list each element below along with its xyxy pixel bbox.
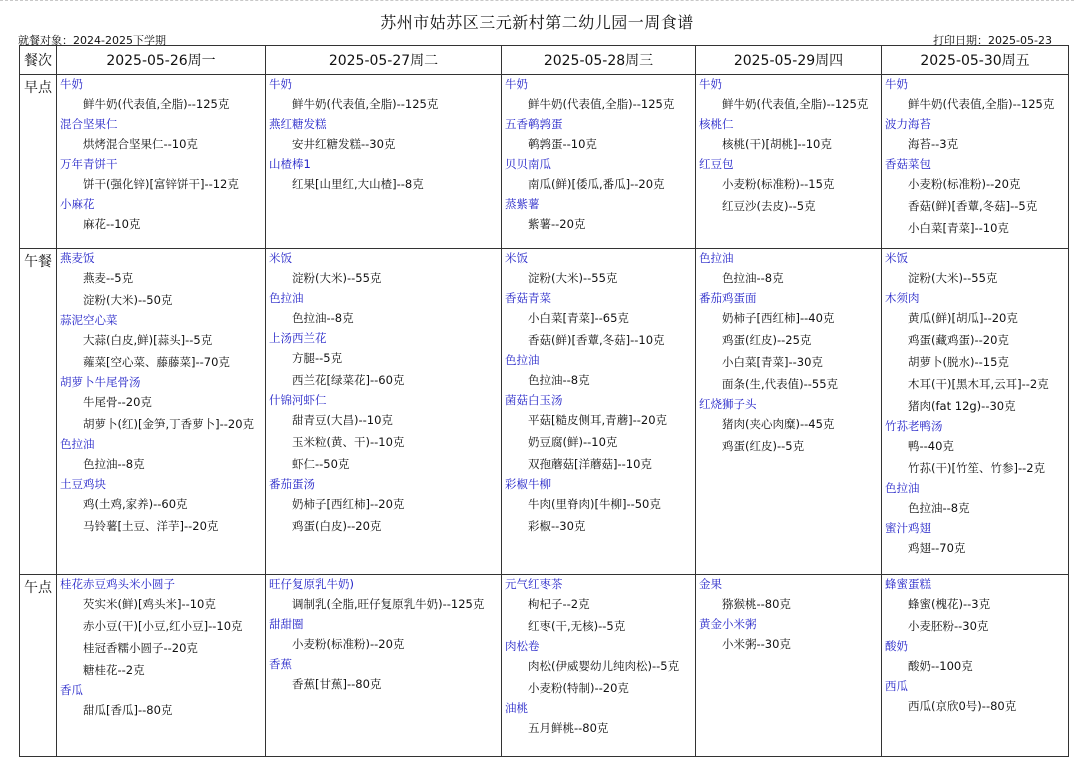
ingredient-item: 红果[山里红,大山楂]--8克 [292,177,424,191]
dish-name: 米饭 [269,251,292,265]
ingredient-item: 小白菜[青菜]--30克 [722,355,823,369]
ingredient-item: 淀粉(大米)--50克 [83,293,173,307]
dish-name: 香瓜 [60,683,83,697]
ingredient-item: 鸡(土鸡,家养)--60克 [83,497,188,511]
dish-name: 混合坚果仁 [60,117,118,131]
dish-name: 香菇青菜 [505,291,551,305]
ingredient-item: 猪肉(夹心肉糜)--45克 [722,417,835,431]
dish-name: 牛奶 [269,77,292,91]
ingredient-item: 西兰花[绿菜花]--60克 [292,373,405,387]
dish-name: 肉松卷 [505,639,540,653]
dish-name: 木须肉 [885,291,920,305]
meal-label: 早点 [20,75,57,249]
dish-name: 核桃仁 [699,117,734,131]
ingredient-item: 枸杞子--2克 [528,597,590,611]
dish-name: 番茄鸡蛋面 [699,291,757,305]
ingredient-item: 小麦粉(标准粉)--20克 [908,177,1021,191]
dish-name: 竹荪老鸭汤 [885,419,943,433]
ingredient-item: 色拉油--8克 [292,311,354,325]
ingredient-item: 蜂蜜(槐花)--3克 [908,597,991,611]
ingredient-item: 香蕉[甘蕉]--80克 [292,677,382,691]
ingredient-item: 小麦粉(标准粉)--15克 [722,177,835,191]
ingredient-item: 鲜牛奶(代表值,全脂)--125克 [908,97,1055,111]
ingredient-item: 鲜牛奶(代表值,全脂)--125克 [722,97,869,111]
ingredient-item: 烘烤混合坚果仁--10克 [83,137,198,151]
dish-name: 旺仔复原乳牛奶) [269,577,354,591]
ingredient-item: 淀粉(大米)--55克 [908,271,998,285]
ingredient-item: 色拉油--8克 [908,501,970,515]
ingredient-item: 红豆沙(去皮)--5克 [722,199,816,213]
ingredient-item: 黄瓜(鲜)[胡瓜]--20克 [908,311,1018,325]
ingredient-item: 色拉油--8克 [528,373,590,387]
ingredient-item: 小白菜[青菜]--10克 [908,221,1009,235]
dish-name: 什锦河虾仁 [269,393,327,407]
ingredient-item: 酸奶--100克 [908,659,973,673]
ingredient-item: 燕麦--5克 [83,271,134,285]
ingredient-item: 鲜牛奶(代表值,全脂)--125克 [83,97,230,111]
dish-name: 胡萝卜牛尾骨汤 [60,375,141,389]
dish-name: 蒸紫薯 [505,197,540,211]
menu-cell [57,249,266,575]
ingredient-item: 淀粉(大米)--55克 [292,271,382,285]
ingredient-item: 芡实米(鲜)[鸡头米]--10克 [83,597,216,611]
ingredient-item: 糖桂花--2克 [83,663,145,677]
menu-cell [502,75,696,249]
dish-name: 色拉油 [885,481,920,495]
meal-column-header: 餐次 [20,46,57,75]
dish-name: 黄金小米粥 [699,617,757,631]
ingredient-item: 鸡蛋(白皮)--20克 [292,519,382,533]
menu-cell [882,575,1069,757]
ingredient-item: 香菇(鲜)[香蕈,冬菇]--5克 [908,199,1038,213]
menu-cell [266,249,502,575]
ingredient-item: 牛尾骨--20克 [83,395,152,409]
ingredient-item: 海苔--3克 [908,137,959,151]
meal-row [20,249,1069,575]
ingredient-item: 核桃(干)[胡桃]--10克 [722,137,832,151]
meal-row [20,575,1069,757]
dish-name: 波力海苔 [885,117,931,131]
ingredient-item: 方腿--5克 [292,351,343,365]
dish-name: 色拉油 [60,437,95,451]
dish-name: 贝贝南瓜 [505,157,551,171]
menu-cell [502,249,696,575]
ingredient-item: 蕹菜[空心菜、藤藤菜]--70克 [83,355,230,369]
dish-name: 蜂蜜蛋糕 [885,577,931,591]
ingredient-item: 饼干(强化锌)[富锌饼干]--12克 [83,177,239,191]
ingredient-item: 桂冠香糯小圆子--20克 [83,641,198,655]
ingredient-item: 南瓜(鲜)[倭瓜,番瓜]--20克 [528,177,665,191]
dish-name: 土豆鸡块 [60,477,106,491]
meal-row [20,75,1069,249]
ingredient-item: 小白菜[青菜]--65克 [528,311,629,325]
menu-cell [696,249,882,575]
ingredient-item: 面条(生,代表值)--55克 [722,377,839,391]
menu-cell [882,75,1069,249]
ingredient-item: 胡萝卜(红)[金笋,丁香萝卜]--20克 [83,417,255,431]
ingredient-item: 赤小豆(干)[小豆,红小豆]--10克 [83,619,243,633]
dish-name: 甜甜圈 [269,617,304,631]
dish-name: 米饭 [505,251,528,265]
ingredient-item: 竹荪(干)[竹笙、竹参]--2克 [908,461,1046,475]
dish-name: 小麻花 [60,197,95,211]
ingredient-item: 奶柿子[西红柿]--20克 [292,497,405,511]
dish-name: 蒜泥空心菜 [60,313,118,327]
ingredient-item: 西瓜(京欣0号)--80克 [908,699,1017,713]
menu-cell [502,575,696,757]
menu-cell [882,249,1069,575]
ingredient-item: 木耳(干)[黑木耳,云耳]--2克 [908,377,1049,391]
ingredient-item: 小米粥--30克 [722,637,791,651]
dish-name: 菌菇白玉汤 [505,393,563,407]
dish-name: 牛奶 [505,77,528,91]
top-dashed-line [0,0,1074,1]
menu-cell [696,75,882,249]
meal-label: 午餐 [20,249,57,575]
dish-name: 牛奶 [885,77,908,91]
dish-name: 蜜汁鸡翅 [885,521,931,535]
ingredient-item: 鲜牛奶(代表值,全脂)--125克 [292,97,439,111]
ingredient-item: 猪肉(fat 12g)--30克 [908,399,1016,413]
dish-name: 米饭 [885,251,908,265]
dish-name: 燕麦饭 [60,251,95,265]
dish-name: 牛奶 [60,77,83,91]
ingredient-item: 安井红糖发糕--30克 [292,137,396,151]
dish-name: 油桃 [505,701,528,715]
ingredient-item: 小麦胚粉--30克 [908,619,989,633]
ingredient-item: 五月鲜桃--80克 [528,721,609,735]
ingredient-item: 香菇(鲜)[香蕈,冬菇]--10克 [528,333,665,347]
ingredient-item: 虾仁--50克 [292,457,350,471]
ingredient-item: 玉米粒(黄、干)--10克 [292,435,405,449]
dish-name: 牛奶 [699,77,722,91]
dish-name: 酸奶 [885,639,908,653]
dish-name: 色拉油 [699,251,734,265]
dish-name: 万年青饼干 [60,157,118,171]
dish-name: 西瓜 [885,679,908,693]
ingredient-item: 色拉油--8克 [722,271,784,285]
ingredient-item: 大蒜(白皮,鲜)[蒜头]--5克 [83,333,213,347]
ingredient-item: 鸡蛋(红皮)--5克 [722,439,805,453]
menu-cell [266,75,502,249]
ingredient-item: 鸭--40克 [908,439,954,453]
ingredient-item: 奶柿子[西红柿]--40克 [722,311,835,325]
ingredient-item: 胡萝卜(脱水)--15克 [908,355,1009,369]
dish-name: 红烧狮子头 [699,397,757,411]
dish-name: 番茄蛋汤 [269,477,315,491]
page-title: 苏州市姑苏区三元新村第二幼儿园一周食谱 [380,13,694,32]
menu-cell [696,575,882,757]
dish-name: 香菇菜包 [885,157,931,171]
dish-name: 香蕉 [269,657,292,671]
ingredient-item: 肉松(伊威婴幼儿纯肉松)--5克 [528,659,680,673]
ingredient-item: 甜青豆(大昌)--10克 [292,413,393,427]
ingredient-item: 色拉油--8克 [83,457,145,471]
dish-name: 金果 [699,577,722,591]
header-row [20,46,1069,75]
ingredient-item: 淀粉(大米)--55克 [528,271,618,285]
day-header: 2025-05-29周四 [696,46,882,75]
menu-cell [57,75,266,249]
ingredient-item: 鸡蛋(藏鸡蛋)--20克 [908,333,1009,347]
dish-name: 红豆包 [699,157,734,171]
day-header: 2025-05-26周一 [57,46,266,75]
ingredient-item: 调制乳(全脂,旺仔复原乳牛奶)--125克 [292,597,485,611]
ingredient-item: 猕猴桃--80克 [722,597,791,611]
day-header: 2025-05-30周五 [882,46,1069,75]
menu-cell [57,575,266,757]
dish-name: 桂花赤豆鸡头米小圆子 [60,577,175,591]
dish-name: 元气红枣茶 [505,577,563,591]
dish-name: 色拉油 [505,353,540,367]
ingredient-item: 牛肉(里脊肉)[牛柳]--50克 [528,497,661,511]
menu-cell [266,575,502,757]
ingredient-item: 彩椒--30克 [528,519,586,533]
ingredient-item: 马铃薯[土豆、洋芋]--20克 [83,519,219,533]
ingredient-item: 鹌鹑蛋--10克 [528,137,597,151]
ingredient-item: 小麦粉(特制)--20克 [528,681,629,695]
dish-name: 上汤西兰花 [269,331,327,345]
ingredient-item: 鸡蛋(红皮)--25克 [722,333,812,347]
ingredient-item: 麻花--10克 [83,217,141,231]
ingredient-item: 红枣(干,无核)--5克 [528,619,626,633]
day-header: 2025-05-28周三 [502,46,696,75]
print-date: 打印日期：2025-05-23 [933,34,1052,47]
ingredient-item: 双孢蘑菇[洋蘑菇]--10克 [528,457,652,471]
weekly-menu-table [19,45,1069,757]
ingredient-item: 鸡翅--70克 [908,541,966,555]
day-header: 2025-05-27周二 [266,46,502,75]
ingredient-item: 甜瓜[香瓜]--80克 [83,703,173,717]
dish-name: 五香鹌鹑蛋 [505,117,563,131]
dish-name: 色拉油 [269,291,304,305]
ingredient-item: 紫薯--20克 [528,217,586,231]
ingredient-item: 平菇[糙皮侧耳,青蘑]--20克 [528,413,668,427]
dish-name: 山楂棒1 [269,157,311,171]
ingredient-item: 鲜牛奶(代表值,全脂)--125克 [528,97,675,111]
dish-name: 燕红糖发糕 [269,117,327,131]
target-info: 就餐对象：2024-2025下学期 [18,34,166,47]
meal-label: 午点 [20,575,57,757]
ingredient-item: 小麦粉(标准粉)--20克 [292,637,405,651]
dish-name: 彩椒牛柳 [505,477,551,491]
ingredient-item: 奶豆腐(鲜)--10克 [528,435,618,449]
